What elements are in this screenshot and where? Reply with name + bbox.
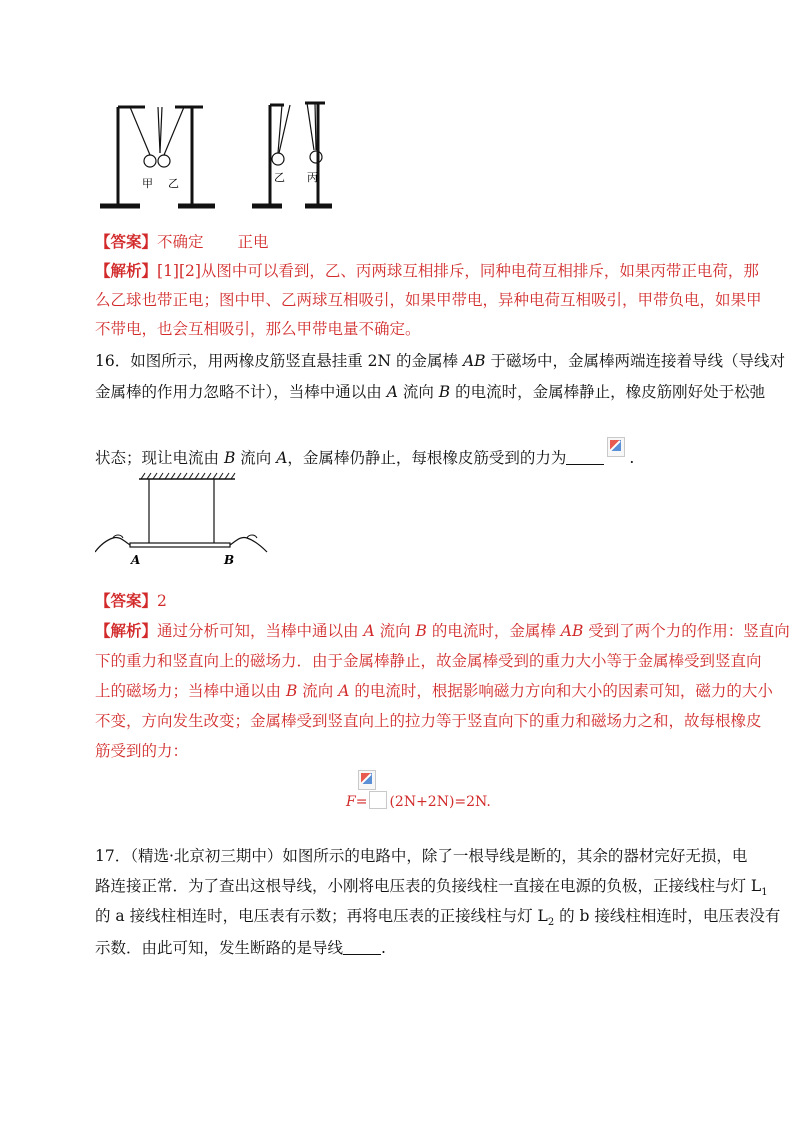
analysis-16-line-3	[95, 680, 773, 702]
q16-text: ，金属棒仍静止，每根橡皮筋受到的力为	[287, 449, 567, 467]
answer-tag: 【答案】	[95, 591, 158, 610]
formula-rest: (2N+2N)=2N.	[389, 794, 491, 810]
analysis-tag: 【解析】	[95, 621, 158, 640]
ball-label-jia: 甲	[142, 177, 153, 190]
a16-text: 通过分析可知，当棒中通以由	[157, 622, 364, 640]
ball-label-bing: 丙	[307, 171, 318, 184]
answer-15-value-1: 不确定	[157, 233, 204, 251]
a16-text: 流向	[297, 682, 339, 700]
analysis-16-line-5: 筋受到的力：	[95, 742, 189, 760]
figure-charged-balls	[100, 95, 340, 215]
broken-image-icon	[358, 770, 376, 790]
suspended-rod-diagram	[95, 470, 280, 570]
analysis-15-line-1	[95, 260, 759, 282]
q16-text: 流向	[397, 383, 439, 401]
analysis-16-line-2: 下的重力和竖直向上的磁场力．由于金属棒静止，故金属棒受到的重力大小等于金属棒受到竖直向	[95, 652, 762, 670]
q16-text: 状态；现让电流由	[95, 449, 224, 467]
question-16-line-1	[95, 350, 785, 372]
q16-text: 16．如图所示，用两橡皮筋竖直悬挂重 2N 的金属棒	[95, 352, 463, 370]
q16-period: .	[629, 449, 635, 467]
q17-subscript: 1	[761, 887, 768, 899]
a16-var: B	[285, 682, 298, 700]
a16-var: A	[338, 682, 350, 700]
q16-var: AB	[462, 352, 486, 370]
question-17-line-4	[95, 937, 715, 959]
answer-blank	[566, 464, 604, 465]
a16-text: 流向	[374, 622, 416, 640]
answer-15-value-2: 正电	[237, 233, 269, 251]
broken-image-icon	[607, 437, 625, 457]
q16-text: 流向	[235, 449, 277, 467]
q16-var: A	[386, 383, 398, 401]
q16-text: 于磁场中，金属棒两端连接着导线（导线对	[485, 352, 785, 370]
analysis-16-line-1	[95, 620, 790, 642]
analysis-15-text-1: [1][2]从图中可以看到，乙、丙两球互相排斥，同种电荷互相排斥，如果丙带正电荷，那	[157, 262, 759, 280]
a16-var: A	[363, 622, 375, 640]
a16-text: 上的磁场力；当棒中通以由	[95, 682, 286, 700]
a16-text: 的电流时，金属棒	[426, 622, 561, 640]
q16-text: 金属棒的作用力忽略不计），当棒中通以由	[95, 383, 387, 401]
answer-blank	[343, 954, 381, 955]
question-17-line-2	[95, 875, 768, 904]
analysis-15-line-2: 么乙球也带正电；图中甲、乙两球互相吸引，如果甲带电，异种电荷互相吸引，甲带负电，如果甲	[95, 291, 762, 309]
answer-tag: 【答案】	[95, 232, 158, 251]
question-17-line-1: 17．（精选·北京初三期中）如图所示的电路中，除了一根导线是断的，其余的器材完好无损，电	[95, 847, 748, 865]
q17-text: 示数．由此可知，发生断路的是导线	[95, 939, 344, 957]
charged-balls-diagram	[100, 95, 340, 215]
q16-var: B	[223, 449, 236, 467]
analysis-15-line-3: 不带电，也会互相吸引，那么甲带电量不确定。	[95, 320, 421, 338]
rod-label-b: B	[224, 553, 235, 567]
answer-15	[95, 231, 715, 253]
a16-var: B	[415, 622, 427, 640]
q16-var: A	[276, 449, 288, 467]
q17-text: 路连接正常．为了查出这根导线，小刚将电压表的负接线柱一直接在电源的负极，正接线柱与灯 L	[95, 877, 762, 895]
formula-line	[346, 791, 491, 813]
q17-text: 的 b 接线柱相连时，电压表没有	[554, 907, 781, 925]
q16-text: 的电流时，金属棒静止，橡皮筋刚好处于松弛	[450, 383, 766, 401]
question-17-line-3	[95, 905, 781, 934]
q17-subscript: 2	[547, 917, 555, 929]
analysis-16-line-4: 不变，方向发生改变；金属棒受到竖直向上的拉力等于竖直向下的重力和磁场力之和，故每根橡皮	[95, 712, 762, 730]
a16-text: 的电流时，根据影响磁力方向和大小的因素可知，磁力的大小	[349, 682, 773, 700]
ball-label-yi-2: 乙	[274, 171, 285, 184]
analysis-tag: 【解析】	[95, 261, 158, 280]
answer-16	[95, 590, 715, 612]
question-16-line-3	[95, 437, 715, 469]
formula-eq: =	[355, 794, 368, 810]
formula-broken-image	[358, 770, 376, 792]
formula-var: F	[346, 794, 356, 810]
ball-label-yi: 乙	[168, 177, 179, 190]
rod-label-a: A	[131, 553, 141, 567]
answer-16-value: 2	[157, 592, 167, 610]
a16-var: AB	[560, 622, 584, 640]
q17-text: 的 a 接线柱相连时，电压表有示数；再将电压表的正接线柱与灯 L	[95, 907, 548, 925]
q16-var: B	[438, 383, 451, 401]
question-16-line-2	[95, 381, 766, 403]
formula-placeholder-box	[369, 791, 387, 809]
a16-text: 受到了两个力的作用：竖直向	[583, 622, 790, 640]
figure-suspended-rod	[95, 470, 280, 570]
q17-period: .	[381, 939, 386, 957]
